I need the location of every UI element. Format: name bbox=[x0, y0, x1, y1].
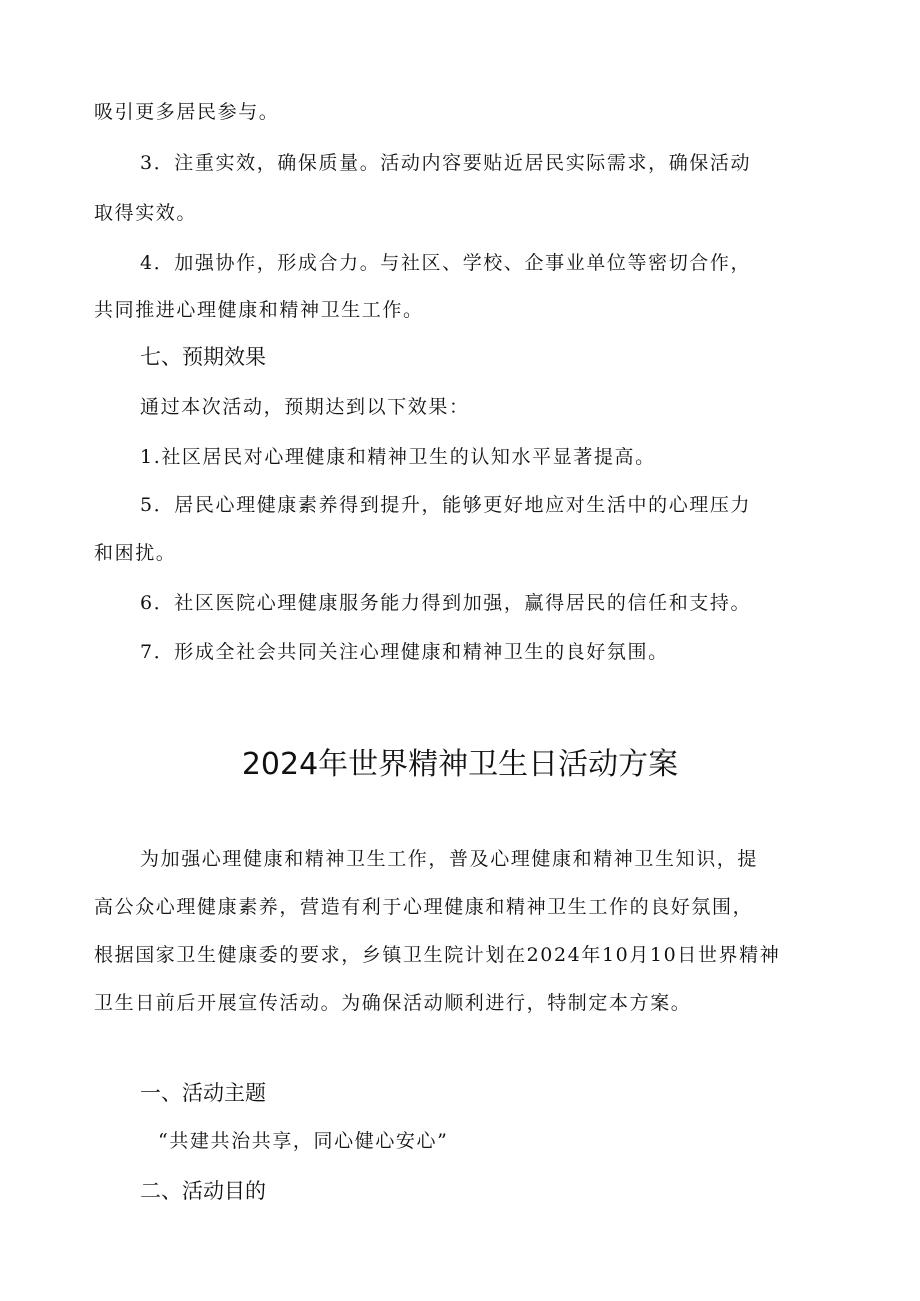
section-heading-purpose: 二、活动目的 bbox=[140, 1179, 266, 1203]
list-item: 7．形成全社会共同关注心理健康和精神卫生的良好氛围。 bbox=[140, 641, 669, 663]
paragraph-line: 卫生日前后开展宣传活动。为确保活动顺利进行，特制定本方案。 bbox=[94, 992, 692, 1014]
paragraph-line: 共同推进心理健康和精神卫生工作。 bbox=[94, 299, 424, 321]
paragraph-line: 高公众心理健康素养，营造有利于心理健康和精神卫生工作的良好氛围， bbox=[94, 896, 754, 918]
paragraph-line: 取得实效。 bbox=[94, 202, 198, 224]
paragraph-line: 为加强心理健康和精神卫生工作，普及心理健康和精神卫生知识，提 bbox=[140, 848, 759, 870]
paragraph-line: 吸引更多居民参与。 bbox=[94, 101, 280, 123]
paragraph-line: 根据国家卫生健康委的要求，乡镇卫生院计划在2024年10月10日世界精神 bbox=[94, 944, 781, 966]
list-item: 1.社区居民对心理健康和精神卫生的认知水平显著提高。 bbox=[140, 446, 656, 468]
document-title: 2024年世界精神卫生日活动方案 bbox=[241, 747, 679, 782]
paragraph-line: 和困扰。 bbox=[94, 542, 177, 564]
list-item: 5．居民心理健康素养得到提升，能够更好地应对生活中的心理压力 bbox=[140, 494, 752, 516]
activity-theme-text: “共建共治共享，同心健心安心” bbox=[158, 1130, 449, 1152]
paragraph-line: 通过本次活动，预期达到以下效果： bbox=[140, 396, 470, 418]
paragraph-line: 3．注重实效，确保质量。活动内容要贴近居民实际需求，确保活动 bbox=[140, 152, 752, 174]
section-heading-theme: 一、活动主题 bbox=[140, 1081, 266, 1105]
paragraph-line: 4．加强协作，形成合力。与社区、学校、企事业单位等密切合作， bbox=[140, 252, 752, 274]
list-item: 6．社区医院心理健康服务能力得到加强，赢得居民的信任和支持。 bbox=[140, 592, 752, 614]
section-heading-expected-effects: 七、预期效果 bbox=[140, 345, 266, 369]
